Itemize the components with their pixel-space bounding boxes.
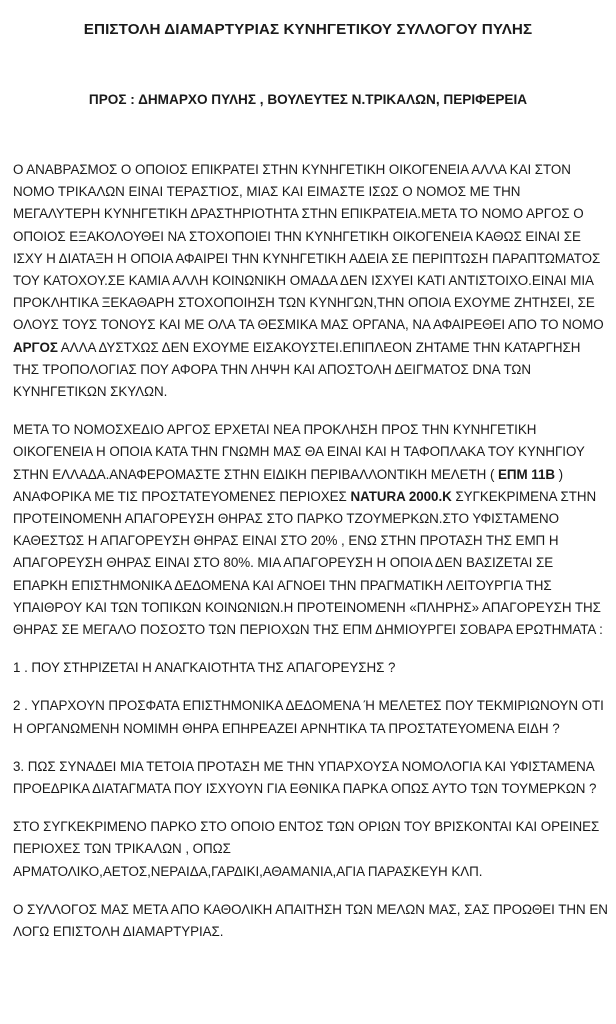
letter-recipients: ΠΡΟΣ : ΔΗΜΑΡΧΟ ΠΥΛΗΣ , ΒΟΥΛΕΥΤΕΣ Ν.ΤΡΙΚΑΛΩΝ, ΠΕΡΙΦΕΡΕΙΑ xyxy=(88,92,528,107)
letter-title: ΕΠΙΣΤΟΛΗ ΔΙΑΜΑΡΤΥΡΙΑΣ ΚΥΝΗΓΕΤΙΚΟΥ ΣΥΛΛΟΓΟΥ ΠΥΛΗΣ xyxy=(83,21,533,38)
paragraph-epm xyxy=(13,419,609,641)
paragraph-park-villages: ΑΡΜΑΤΟΛΙΚΟ,ΑΕΤΟΣ,ΝΕΡΑΙΔΑ,ΓΑΡΔΙΚΙ,ΑΘΑΜΑΝΙΑ,ΑΓΙΑ ΠΑΡΑΣΚΕΥΗ ΚΛΠ. xyxy=(13,863,483,879)
paragraph-intro-text-a: Ο ΑΝΑΒΡΑΣΜΟΣ Ο ΟΠΟΙΟΣ ΕΠΙΚΡΑΤΕΙ ΣΤΗΝ ΚΥΝΗΓΕΤΙΚΗ ΟΙΚΟΓΕΝΕΙΑ ΑΛΛΑ ΚΑΙ ΣΤΟΝ ΝΟΜΟ ΤΡΙΚΑΛΩΝ ΕΙΝΑΙ ΤΕΡΑΣΤΙΟΣ, ΜΙΑΣ ΚΑΙ ΕΙΜΑΣΤΕ ΙΣΩΣ Ο ΝΟΜΟΣ ΜΕ ΤΗΝ ΜΕΓΑΛΥΤΕΡΗ ΚΥΝΗΓΕΤΙΚΗ ΔΡΑΣΤΗΡΙΟΤΗΤΑ ΣΤΗΝ ΕΠΙΚΡΑΤΕΙΑ.ΜΕΤΑ ΤΟ ΝΟΜΟ ΑΡΓΟΣ Ο ΟΠΟΙΟΣ ΕΞΑΚΟΛΟΥΘΕΙ ΝΑ ΣΤΟΧΟΠΟΙΕΙ ΤΗΝ ΚΥΝΗΓΕΤΙΚΗ ΟΙΚΟΓΕΝΕΙΑ ΚΑΘΩΣ ΕΙΝΑΙ ΣΕ ΙΣΧΥ Η ΔΙΑΤΑΞΗ Η ΟΠΟΙΑ ΑΦΑΙΡΕΙ ΤΗΝ ΚΥΝΗΓΕΤΙΚΗ ΑΔΕΙΑ ΣΕ ΠΕΡΙΠΤΩΣΗ ΠΑΡΑΠΤΩΜΑΤΟΣ ΤΟΥ ΚΑΤΟΧΟΥ.ΣΕ ΚΑΜΙΑ ΑΛΛΗ ΚΟΙΝΩΝΙΚΗ ΟΜΑΔΑ ΔΕΝ ΙΣΧΥΕΙ ΚΑΤΙ ΑΝΤΙΣΤΟΙΧΟ.ΕΙΝΑΙ ΜΙΑ ΠΡΟΚΛΗΤΙΚΑ ΞΕΚΑΘΑΡΗ ΣΤΟΧΟΠΟΙΗΣΗ ΤΩΝ ΚΥΝΗΓΩΝ,ΤΗΝ ΟΠΟΙΑ ΕΧΟΥΜΕ ΖΗΤΗΣΕΙ, ΣΕ ΟΛΟΥΣ ΤΟΥΣ ΤΟΝΟΥΣ ΚΑΙ ΜΕ ΟΛΑ ΤΑ ΘΕΣΜΙΚΑ ΜΑΣ ΟΡΓΑΝΑ, ΝΑ ΑΦΑΙΡΕΘΕΙ ΑΠΟ ΤΟ ΝΟΜΟ xyxy=(13,162,604,333)
paragraph-epm-text-a: ΜΕΤΑ ΤΟ ΝΟΜΟΣΧΕΔΙΟ ΑΡΓΟΣ ΕΡΧΕΤΑΙ ΝΕΑ ΠΡΟΚΛΗΣΗ ΠΡΟΣ ΤΗΝ ΚΥΝΗΓΕΤΙΚΗ ΟΙΚΟΓΕΝΕΙΑ Η ΟΠΟΙΑ ΚΑΤΑ ΤΗΝ ΓΝΩΜΗ ΜΑΣ ΘΑ ΕΙΝΑΙ ΚΑΙ Η ΤΑΦΟΠΛΑΚΑ ΤΟΥ ΚΥΝΗΓΙΟΥ ΣΤΗΝ ΕΛΛΑΔΑ.ΑΝΑΦΕΡΟΜΑΣΤΕ ΣΤΗΝ ΕΙΔΙΚΗ ΠΕΡΙΒΑΛΛΟΝΤΙΚΗ ΜΕΛΕΤΗ ( xyxy=(13,422,585,482)
paragraph-epm-text-b: ) ΑΝΑΦΟΡΙΚΑ ΜΕ ΤΙΣ ΠΡΟΣΤΑΤΕΥΟΜΕΝΕΣ ΠΕΡΙΟΧΕΣ xyxy=(13,466,564,504)
bold-argos: ΑΡΓΟΣ xyxy=(13,339,58,355)
paragraph-park-text-a: ΣΤΟ ΣΥΓΚΕΚΡΙΜΕΝΟ ΠΑΡΚΟ ΣΤΟ ΟΠΟΙΟ ΕΝΤΟΣ ΤΩΝ ΟΡΙΩΝ ΤΟΥ ΒΡΙΣΚΟΝΤΑΙ ΚΑΙ ΟΡΕΙΝΕΣ ΠΕΡΙΟΧΕΣ ΤΩΝ ΤΡΙΚΑΛΩΝ , ΟΠΩΣ xyxy=(13,819,600,857)
paragraph-intro-text-b: ΑΛΛΑ ΔΥΣΤΧΩΣ ΔΕΝ ΕΧΟΥΜΕ ΕΙΣΑΚΟΥΣΤΕΙ.ΕΠΙΠΛΕΟΝ ΖΗΤΑΜΕ ΤΗΝ ΚΑΤΑΡΓΗΣΗ ΤΗΣ ΤΡΟΠΟΛΟΓΙΑΣ ΠΟΥ ΑΦΟΡΑ ΤΗΝ ΛΗΨΗ ΚΑΙ ΑΠΟΣΤΟΛΗ ΔΕΙΓΜΑΤΟΣ DNA ΤΩΝ ΚΥΝΗΓΕΤΙΚΩΝ ΣΚΥΛΩΝ. xyxy=(13,339,581,400)
bold-natura: NATURA 2000.Κ xyxy=(350,488,452,504)
bold-epm-11b: ΕΠΜ 11Β xyxy=(498,466,555,482)
question-3: 3. ΠΩΣ ΣΥΝΑΔΕΙ ΜΙΑ ΤΕΤΟΙΑ ΠΡΟΤΑΣΗ ΜΕ ΤΗΝ ΥΠΑΡΧΟΥΣΑ ΝΟΜΟΛΟΓΙΑ ΚΑΙ ΥΦΙΣΤΑΜΕΝΑ ΠΡΟΕΔΡΙΚΑ ΔΙΑΤΑΓΜΑΤΑ ΠΟΥ ΙΣΧΥΟΥΝ ΓΙΑ ΕΘΝΙΚΑ ΠΑΡΚΑ ΟΠΩΣ ΑΥΤΟ ΤΩΝ ΤΟΥΜΕΡΚΩΝ ? xyxy=(13,758,597,797)
question-1: 1 . ΠΟΥ ΣΤΗΡΙΖΕΤΑΙ Η ΑΝΑΓΚΑΙΟΤΗΤΑ ΤΗΣ ΑΠΑΓΟΡΕΥΣΗΣ ? xyxy=(13,660,396,676)
paragraph-closing: Ο ΣΥΛΛΟΓΟΣ ΜΑΣ ΜΕΤΑ ΑΠΟ ΚΑΘΟΛΙΚΗ ΑΠΑΙΤΗΣΗ ΤΩΝ ΜΕΛΩΝ ΜΑΣ, ΣΑΣ ΠΡΟΩΘΕΙ ΤΗΝ ΕΝ ΛΟΓΩ ΕΠΙΣΤΟΛΗ ΔΙΑΜΑΡΤΥΡΙΑΣ. xyxy=(13,901,608,940)
paragraph-epm-text-c: ΣΥΓΚΕΚΡΙΜΕΝΑ ΣΤΗΝ ΠΡΟΤΕΙΝΟΜΕΝΗ ΑΠΑΓΟΡΕΥΣΗ ΘΗΡΑΣ ΣΤΟ ΠΑΡΚΟ ΤΖΟΥΜΕΡΚΩΝ.ΣΤΟ ΥΦΙΣΤΑΜΕΝΟ ΚΑΘΕΣΤΩΣ Η ΑΠΑΓΟΡΕΥΣΗ ΘΗΡΑΣ ΕΙΝΑΙ ΣΤΟ 20% , ΕΝΩ ΣΤΗΝ ΠΡΟΤΑΣΗ ΤΗΣ ΕΜΠ Η ΑΠΑΓΟΡΕΥΣΗ ΘΗΡΑΣ ΕΙΝΑΙ ΣΤΟ 80%. ΜΙΑ ΑΠΑΓΟΡΕΥΣΗ Η ΟΠΟΙΑ ΔΕΝ ΒΑΣΙΖΕΤΑΙ ΣΕ ΕΠΑΡΚΗ ΕΠΙΣΤΗΜΟΝΙΚΑ ΔΕΔΟΜΕΝΑ ΚΑΙ ΑΓΝΟΕΙ ΤΗΝ ΠΡΑΓΜΑΤΙΚΗ ΛΕΙΤΟΥΡΓΙΑ ΤΗΣ ΥΠΑΙΘΡΟΥ ΚΑΙ ΤΩΝ ΤΟΠΙΚΩΝ ΚΟΙΝΩΝΙΩΝ.Η ΠΡΟΤΕΙΝΟΜΕΝΗ «ΠΛΗΡΗΣ» ΑΠΑΓΟΡΕΥΣΗ ΤΗΣ ΘΗΡΑΣ ΣΕ ΜΕΓΑΛΟ ΠΟΣΟΣΤΟ ΤΩΝ ΠΕΡΙΟΧΩΝ ΤΗΣ ΕΠΜ ΔΗΜΙΟΥΡΓΕΙ ΣΟΒΑΡΑ ΕΡΩΤΗΜΑΤΑ : xyxy=(13,488,603,638)
paragraph-intro xyxy=(13,159,609,403)
question-2: 2 . ΥΠΑΡΧΟΥΝ ΠΡΟΣΦΑΤΑ ΕΠΙΣΤΗΜΟΝΙΚΑ ΔΕΔΟΜΕΝΑ Ή ΜΕΛΕΤΕΣ ΠΟΥ ΤΕΚΜΙΡΙΩΝΟΥΝ ΟΤΙ Η ΟΡΓΑΝΩΜΕΝΗ ΝΟΜΙΜΗ ΘΗΡΑ ΕΠΗΡΕΑΖΕΙ ΑΡΝΗΤΙΚΑ ΤΑ ΠΡΟΣΤΑΤΕΥΟΜΕΝΑ ΕΙΔΗ ? xyxy=(13,698,604,736)
letter-body xyxy=(13,159,609,959)
paragraph-park xyxy=(13,816,609,883)
